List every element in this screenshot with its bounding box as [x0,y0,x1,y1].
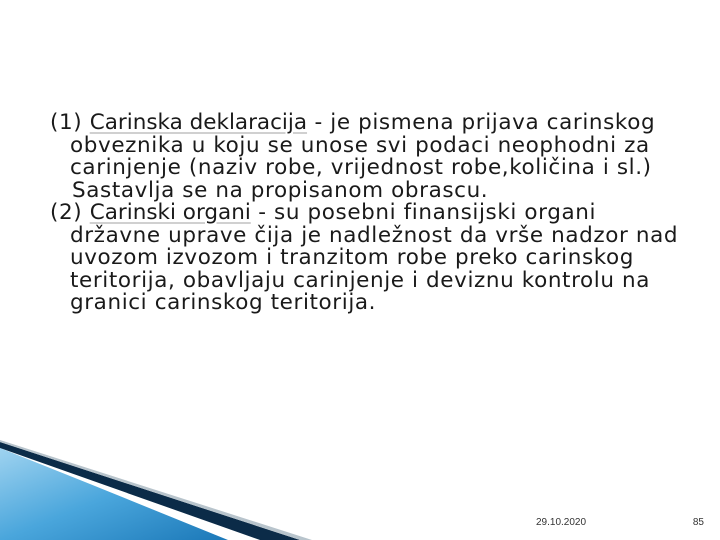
slide-body [50,112,690,315]
decor-blue-wedge [0,448,228,540]
bottom-left-decoration [0,440,720,540]
definition-paragraph-2 [50,202,690,315]
footer-date: 29.10.2020 [536,517,587,528]
footer-page-number: 85 [692,517,704,528]
definition-paragraph-1 [50,112,690,180]
term-carinski-organi: Carinski organi [89,200,251,225]
term-carinska-deklaracija: Carinska deklaracija [89,110,308,135]
definition-text-2: - su posebni finansijski organi državne uprave čija je nadležnost da vrše nadzor nad uvozom izvozom i tranzitom robe preko carinskog teritorija, obavljaju carinjenje i deviznu kontrolu na granici carinskog teritorija. [70,200,679,315]
paragraph-number-1: (1) [50,110,83,135]
definition-text-1: - je pismena prijava carinskog obveznika u koju se unose svi podaci neophodni za carinjenje (naziv robe, vrijednost robe,količina i sl.) [70,110,656,180]
note-paragraph: Sastavlja se na propisanom obrascu. [72,177,489,203]
paragraph-number-2: (2) [50,200,83,225]
